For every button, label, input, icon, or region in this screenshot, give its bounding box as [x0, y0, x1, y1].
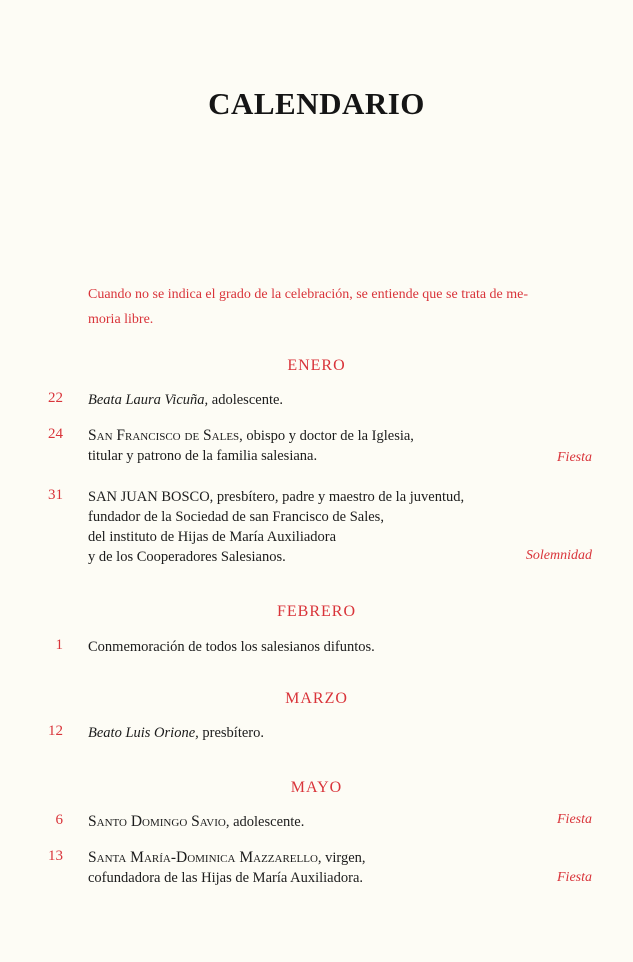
saint-name: Santa María-Dominica Mazzarello	[88, 849, 318, 866]
day-number: 6	[55, 812, 63, 828]
entry-text: Conmemoración de todos los salesianos difuntos.	[88, 639, 375, 655]
page-title: CALENDARIO	[208, 86, 425, 121]
celebration-rank: Fiesta	[557, 450, 592, 465]
saint-name: Santo Domingo Savio	[88, 813, 226, 830]
calendar-entry	[88, 723, 508, 743]
calendar-entry	[88, 812, 508, 832]
entry-text: cofundadora de las Hijas de María Auxiliadora.	[88, 870, 364, 886]
month-heading-enero: ENERO	[287, 357, 346, 374]
celebration-rank: Solemnidad	[525, 548, 592, 563]
entry-text: del instituto de Hijas de María Auxiliadora	[88, 529, 337, 545]
intro-line-2: moria libre.	[88, 312, 154, 327]
month-heading-febrero: FEBRERO	[276, 603, 356, 620]
day-number: 12	[48, 723, 63, 739]
day-number: 24	[48, 426, 63, 442]
entry-text: , virgen,	[317, 850, 366, 866]
saint-name: Beato Luis Orione,	[88, 725, 199, 741]
entry-text: , adolescente.	[225, 814, 305, 830]
day-number: 22	[48, 390, 63, 406]
celebration-rank: Fiesta	[557, 812, 592, 827]
calendar-entry	[88, 426, 508, 466]
entry-text: fundador de la Sociedad de san Francisco de Sales,	[88, 509, 384, 525]
celebration-rank: Fiesta	[557, 870, 592, 885]
month-heading-mayo: MAYO	[290, 779, 343, 796]
day-number: 31	[48, 487, 63, 503]
entry-text: , obispo y doctor de la Iglesia,	[239, 428, 414, 444]
calendar-entry	[88, 848, 508, 888]
calendar-entry	[88, 390, 508, 410]
entry-text: presbítero.	[198, 725, 264, 741]
intro-note	[88, 282, 598, 332]
saint-name: San Francisco de Sales	[88, 427, 240, 444]
calendar-entry	[88, 487, 508, 567]
entry-text: adolescente.	[208, 392, 284, 408]
entry-text: y de los Cooperadores Salesianos.	[88, 549, 286, 565]
day-number: 1	[55, 637, 63, 653]
entry-text: SAN JUAN BOSCO, presbítero, padre y maestro de la juventud,	[88, 489, 465, 505]
calendar-entry	[88, 637, 508, 657]
entry-text: titular y patrono de la familia salesiana.	[88, 448, 318, 464]
day-number: 13	[48, 848, 63, 864]
month-heading-marzo: MARZO	[285, 690, 348, 707]
intro-line-1: Cuando no se indica el grado de la celebración, se entiende que se trata de me-	[88, 287, 529, 302]
saint-name: Beata Laura Vicuña,	[88, 392, 209, 408]
